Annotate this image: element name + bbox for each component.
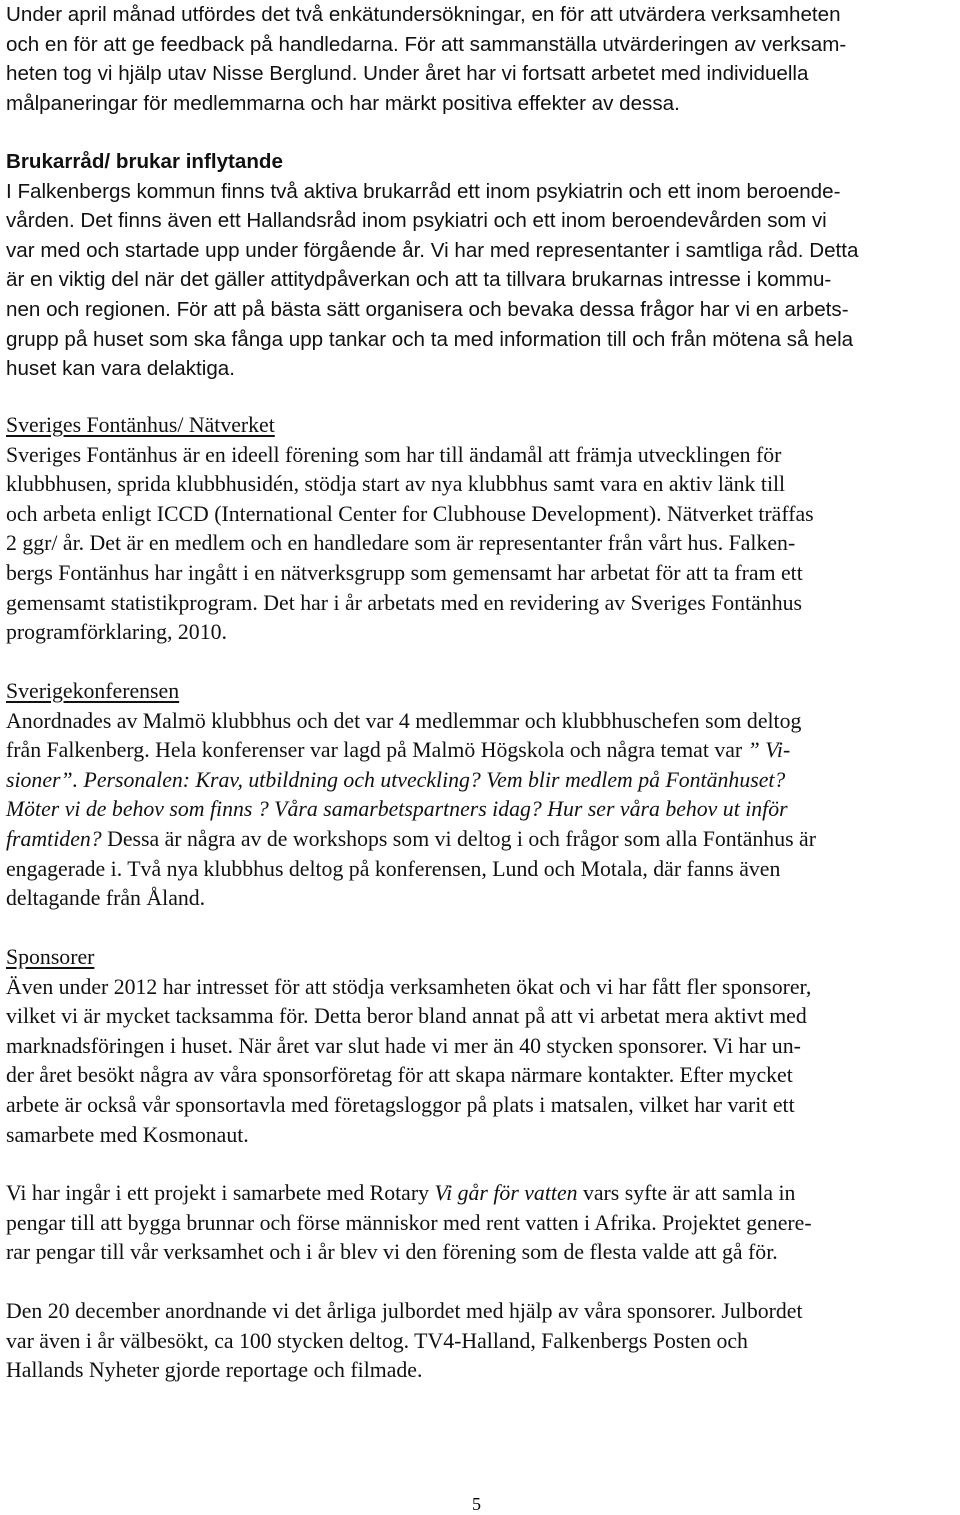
text-line: deltagande från Åland. — [6, 886, 206, 911]
text-line: nen och regionen. För att på bästa sätt organisera och bevaka dessa frågor har vi en arbets- — [6, 297, 849, 321]
text-line: marknadsföringen i huset. När året var slut hade vi mer än 40 stycken sponsorer. Vi har un- — [6, 1033, 801, 1058]
text-line: Den 20 december anordnande vi det årliga julbordet med hjälp av våra sponsorer. Julbordet — [6, 1299, 803, 1323]
rotary-paragraph — [6, 1179, 954, 1268]
text-line: gemensamt statistikprogram. Det har i år arbetats med en revidering av Sveriges Fontänhus — [6, 590, 802, 615]
text-line: och arbeta enligt ICCD (International Center for Clubhouse Development). Nätverket träffas — [6, 501, 814, 526]
julbord-paragraph — [6, 1297, 954, 1386]
text-line: och en för att ge feedback på handledarna. För att sammanställa utvärderingen av verksam- — [6, 32, 847, 56]
page-number: 5 — [472, 1494, 481, 1514]
text-line: 2 ggr/ år. Det är en medlem och en handledare som är representanter från vårt hus. Falken- — [6, 531, 796, 556]
italic-span: ” Vi- — [747, 738, 791, 763]
text-line: Anordnades av Malmö klubbhus och det var 4 medlemmar och klubbhuschefen som deltog — [6, 708, 802, 733]
text-line: vården. Det finns även ett Hallandsråd inom psykiatri och ett inom beroendevården som vi — [6, 209, 827, 233]
text-line: samarbete med Kosmonaut. — [6, 1122, 249, 1147]
text-span: vars syfte är att samla in — [577, 1181, 796, 1205]
text-line: Under april månad utfördes det två enkätundersökningar, en för att utvärdera verksamheten — [6, 3, 841, 26]
text-line: der året besökt några av våra sponsorföretag för att skapa närmare kontakter. Efter mycket — [6, 1063, 793, 1088]
italic-span: Vi går för vatten — [434, 1181, 578, 1205]
text-line: huset kan vara delaktiga. — [6, 357, 235, 381]
brukarrad-paragraph — [6, 177, 954, 384]
text-line: engagerade i. Två nya klubbhus deltog på konferensen, Lund och Motala, där fanns även — [6, 856, 781, 881]
text-line: var med och startade upp under förgående år. Vi har med representanter i samtliga råd. Detta — [6, 238, 859, 262]
text-span: Dessa är några av de workshops som vi deltog i och frågor som alla Fontänhus är — [101, 826, 816, 851]
text-line: pengar till att bygga brunnar och förse människor med rent vatten i Afrika. Projektet genere- — [6, 1210, 812, 1235]
text-line: Möter vi de behov som finns ? Våra samarbetspartners idag? Hur ser våra behov ut inför — [6, 797, 788, 822]
text-line — [6, 736, 954, 766]
text-line: heten tog vi hjälp utav Nisse Berglund. Under året har vi fortsatt arbetet med individuella — [6, 62, 809, 86]
text-line: var även i år välbesökt, ca 100 stycken deltog. TV4-Halland, Falkenbergs Posten och — [6, 1328, 748, 1353]
text-line: vilket vi är mycket tacksamma för. Detta beror bland annat på att vi arbetat mera aktivt med — [6, 1004, 807, 1029]
text-line — [6, 1179, 954, 1209]
text-line: sioner”. Personalen: Krav, utbildning och utveckling? Vem blir medlem på Fontänhuset? — [6, 767, 786, 792]
text-line — [6, 825, 954, 855]
fontanhus-paragraph — [6, 441, 954, 648]
text-line: arbete är också vår sponsortavla med företagsloggor på plats i matsalen, vilket har varit ett — [6, 1092, 795, 1117]
italic-span: framtiden? — [6, 826, 102, 851]
text-line: är en viktig del när det gäller attitydpåverkan och att ta tillvara brukarnas intresse i kommu- — [6, 268, 832, 292]
text-span: Vi har ingår i ett projekt i samarbete med Rotary — [6, 1181, 435, 1205]
text-line: målpaneringar för medlemmarna och har märkt positiva effekter av dessa. — [6, 91, 680, 115]
sponsorer-heading: Sponsorer — [6, 945, 95, 969]
brukarrad-section — [6, 147, 954, 384]
intro-paragraph — [6, 0, 954, 118]
fontanhus-heading: Sveriges Fontänhus/ Nätverket — [6, 413, 275, 437]
text-line: I Falkenbergs kommun finns två aktiva brukarråd ett inom psykiatrin och ett inom beroende- — [6, 179, 841, 203]
text-line: Hallands Nyheter gjorde reportage och filmade. — [6, 1358, 423, 1383]
sponsorer-section — [6, 943, 954, 1150]
konferensen-paragraph — [6, 707, 954, 914]
text-line: rar pengar till vår verksamhet och i år blev vi den förening som de flesta valde att gå för. — [6, 1240, 778, 1265]
text-line: Även under 2012 har intresset för att stödja verksamheten ökat och vi har fått fler sponsorer, — [6, 974, 812, 999]
text-line: grupp på huset som ska fånga upp tankar och ta med information till och från mötena så hela — [6, 327, 854, 351]
konferensen-section — [6, 677, 954, 914]
text-line: programförklaring, 2010. — [6, 620, 227, 645]
text-line: Sveriges Fontänhus är en ideell förening som har till ändamål att främja utvecklingen för — [6, 442, 782, 467]
sponsorer-paragraph — [6, 973, 954, 1151]
text-line: bergs Fontänhus har ingått i en nätverksgrupp som gemensamt har arbetat för att ta fram ett — [6, 560, 803, 585]
text-span: från Falkenberg. Hela konferenser var lagd på Malmö Högskola och några temat var — [6, 738, 748, 763]
fontanhus-section — [6, 411, 954, 648]
konferensen-heading: Sverigekonferensen — [6, 679, 180, 703]
text-line: klubbhusen, sprida klubbhusidén, stödja start av nya klubbhus samt vara en aktiv länk till — [6, 472, 786, 497]
brukarrad-heading: Brukarråd/ brukar inflytande — [6, 150, 283, 173]
